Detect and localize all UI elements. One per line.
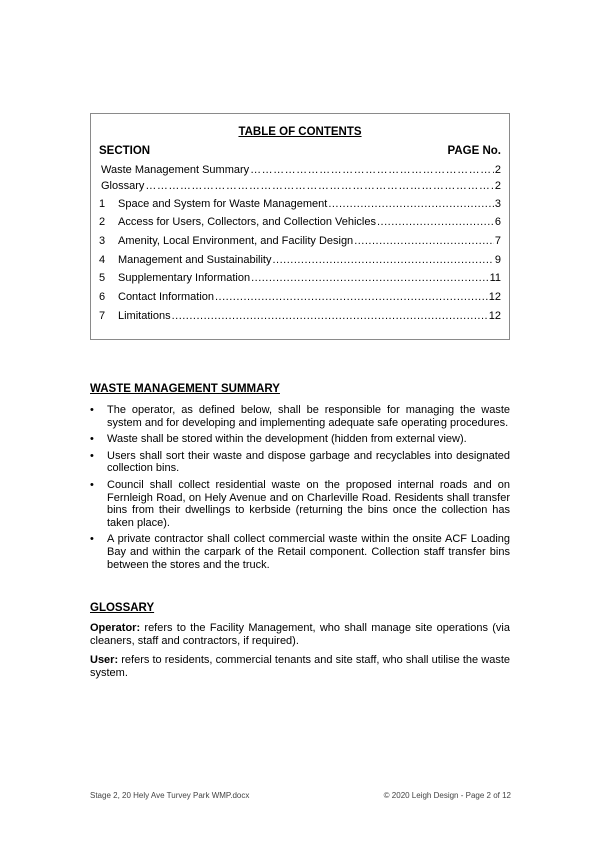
toc-entry-5[interactable]: 5 Supplementary Information ..... 11 [99, 272, 501, 288]
toc-entry-3[interactable]: 3 Amenity, Local Environment, and Facility Design ..... 7 [99, 235, 501, 251]
table-of-contents [90, 113, 510, 340]
toc-entry-2[interactable]: 2 Access for Users, Collectors, and Collection Vehicles ..... 6 [99, 216, 501, 232]
footer-filename: Stage 2, 20 Hely Ave Turvey Park WMP.docx [90, 791, 250, 800]
toc-page-header: PAGE No. [447, 145, 501, 157]
toc-entry-glossary[interactable]: Glossary …………………………………………………………………………………………………………………………………… 2 [101, 180, 501, 196]
toc-entry-1[interactable]: 1 Space and System for Waste Management ..... 3 [99, 198, 501, 214]
toc-entry-4[interactable]: 4 Management and Sustainability ..... 9 [99, 254, 501, 270]
glossary-operator [90, 622, 510, 647]
list-item: • Council shall collect residential waste on the proposed internal roads and on Fernleigh Road, on Hely Avenue and on Charleville Road. Residents shall transfer bins from their dwellings to kerbside (returning the bins once the collection has taken place). [90, 478, 510, 529]
list-item: • Users shall sort their waste and dispose garbage and recyclables into designated collection bins. [90, 449, 510, 475]
list-item: • A private contractor shall collect commercial waste within the onsite ACF Loading Bay and within the carpark of the Retail component. Collection staff transfer bins between the stores and the truck. [90, 533, 510, 571]
footer-copyright: © 2020 Leigh Design - Page 2 of 12 [383, 791, 511, 800]
toc-entry-7[interactable]: 7 Limitations ..... 12 [99, 310, 501, 326]
glossary-definition: refers to the Facility Management, who shall manage site operations (via cleaners, staff and contractors, if required). [90, 622, 510, 647]
bullet-icon: • [90, 449, 94, 462]
list-item: • The operator, as defined below, shall be responsible for managing the waste system and for developing and implementing adequate safe operating procedures. [90, 404, 510, 429]
glossary-term: Operator: [90, 622, 141, 634]
glossary-term: User: [90, 654, 119, 666]
glossary-heading: GLOSSARY [90, 602, 155, 614]
bullet-icon: • [90, 533, 94, 546]
toc-title: TABLE OF CONTENTS [238, 126, 362, 138]
bullet-icon: • [90, 433, 94, 446]
toc-entry-summary[interactable]: Waste Management Summary …………………………………………………………………………………………………………………………………… 2 [101, 164, 501, 180]
list-item: • Waste shall be stored within the development (hidden from external view). [90, 433, 467, 446]
summary-bullet-list [90, 404, 510, 575]
glossary-user [90, 654, 510, 679]
glossary-definition: refers to residents, commercial tenants and site staff, who shall utilise the waste system. [90, 654, 510, 679]
toc-entry-6[interactable]: 6 Contact Information ..... 12 [99, 291, 501, 307]
summary-heading: WASTE MANAGEMENT SUMMARY [90, 383, 280, 395]
bullet-icon: • [90, 478, 94, 491]
bullet-icon: • [90, 404, 94, 416]
toc-section-header: SECTION [99, 145, 151, 157]
